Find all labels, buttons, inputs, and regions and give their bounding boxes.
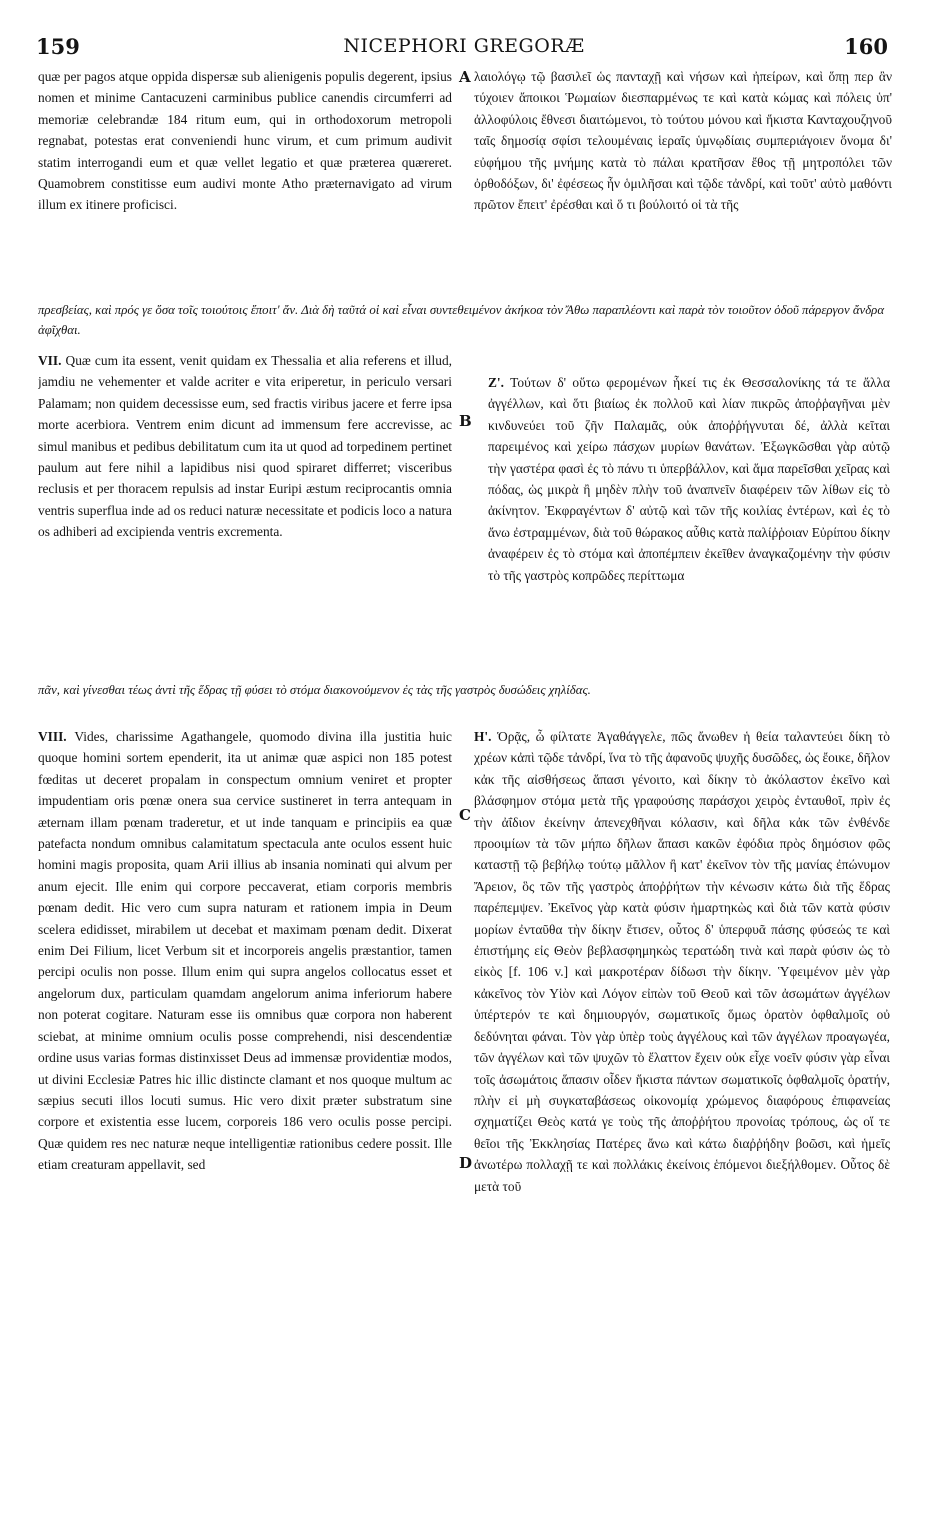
- greek-section-7-number: Ζ'.: [488, 375, 504, 390]
- latin-section-8-number: VIII.: [38, 729, 67, 744]
- latin-paragraph-1: quæ per pagos atque oppida dispersæ sub alienigenis populis degerent, ipsius nomen et minime Cantacuzeni carminibus publice canendis circumferri ad memoriæ celebrandæ 184 ritum eum, qui in orthodoxorum metropoli regnabat, potestas erat conveniendi hunc virum, et cum primum audivit statim interrogandi eum et quæ vellet legatio et quæ præterea quæreret. Quamobrem constitisse eum audivi monte Atho præternavigato ad virum illum ex itinere proficisci.: [38, 69, 452, 213]
- latin-section-7-number: VII.: [38, 353, 62, 368]
- greek-section-8-text: Ὁρᾷς, ὦ φίλτατε Ἀγαθάγγελε, πῶς ἄνωθεν ἡ θεία ταλαντεύει δίκη τὸ χρέων κἀπὶ τῷδε τἀνδρί, ἵνα τὸ τῆς ἀφανοῦς ψυχῆς δυσῶδες, ὡς ἔοικε, δῆλον κἀκ τῆς αἰσθήσεως ἅπασι γένοιτο, καὶ δίκην τὸ ἀκόλαστον ἐκεῖνο καὶ βλάσφημον στόμα μετὰ τῆς γραφούσης παράσχοι χειρὸς ἐνταυθοῖ, πρὶν ἐς τὴν ἀΐδιον ἐκείνην ἀπενεχθῆναι κόλασιν, καὶ δῆλα κἀκ τῶν ἐνθένδε προοιμίων τὰ τῶν μήπω δῆλων ἅπασι κακῶν ἐφόδια πρὸς δημόσιον φῶς καταστῇ τῷ βεβήλῳ τούτῳ μᾶλλον ἢ κατ' ἐκεῖνον τὸν τῆς μανίας ἐπώνυμον Ἄρειον, ὃς τῶν τῆς γαστρὸς ἀποῤῥήτων τὴν κένωσιν κάτω διὰ τῆς ἕδρας παρέπεμψεν. Ἐκεῖνος γὰρ κατὰ φύσιν ἡμαρτηκὼς καὶ διὰ τῶν κατὰ φύσιν μορίων ἐνταῦθα τὴν δίκην ἔτισεν, οὗτος δ' ὑπερφυᾶ πάσης φύσεώς τε καὶ ἐπιστήμης εἰς Θεὸν βεβλασφημηκὼς τερατώδη τινὰ καὶ παρὰ φύσιν ὡς τὸ εἰκὸς [f. 106 v.] καὶ μακροτέραν δίδωσι τὴν δίκην. Ὑφειμένον μὲν γὰρ κἀκεῖνος τὸν Υἱὸν καὶ Λόγον εἰπὼν τοῦ Θεοῦ καὶ τῶν ἀσωμάτων ἀγγέλων ὑπέρτερόν τε καὶ δημιουργόν, σωματικοῖς ὅμως ὁρατὸν ὀφθαλμοῖς οὐ δεδύνηται φάναι. Τὸν γὰρ ὑπὲρ τοὺς ἀγγέλους καὶ τῶν ἀγγέλων προαγωγέα, τῶν ἀγγέλων καὶ τῶν ψυχῶν τὸ ἔλαττον ἔχειν οὐκ εἶχε νοεῖν φύσιν γὰρ εἶναι τοῖς ἀσωμάτοις ἅπασιν οἶδεν ἥκιστα πάντων σωματικοῖς ὀφθαλμοῖς ὁρατήν, πλὴν εἰ μὴ συγκαταβάσεως οἰκονομίᾳ χρώμενος διαφόρους ἐπιφανείας σχηματίζει Θεὸς κατά γε τοὺς τῆς ἀποῤῥήτου προνοίας τρόπους, ὡς οἵ τε θεῖοι τῆς Ἐκκλησίας Πατέρες ἄνω καὶ κάτω διαῤῥήδην βοῶσι, καὶ ἡμεῖς ἀνωτέρω πολλαχῇ τε καὶ πολλάκις ἐκείνοις ἑπόμενοι διεξήλθομεν. Οὗτος δὲ μετὰ τοῦ: [474, 729, 890, 1194]
- latin-column: [38, 66, 452, 296]
- margin-marker-a: A: [459, 68, 471, 86]
- greek-spanning-line-1: [38, 300, 890, 344]
- greek-spanning-line-2: [38, 680, 890, 722]
- greek-section-7-text: Τούτων δ' οὕτω φερομένων ἧκεί τις ἐκ Θεσσαλονίκης τά τε ἄλλα ἀγγέλλων, καὶ ὅτι βιαίως ἐκ πολλοῦ καὶ λίαν πικρῶς ἀποῤῥαγῆναι μὲν κινδυνεύει τοῦ ζῆν Παλαμᾶς, οὐκ ἀποῤῥήγνυται δέ, ἀλλὰ κεῖται παρειμένος καὶ χείρω πάσχων μυρίων θανάτων. Ἐξωγκῶσθαι γὰρ αὐτῷ τὴν γαστέρα φασὶ ἐς τὸ πάνυ τι ὑπερβάλλον, καὶ ἅμα παρεῖσθαι χεῖρας καὶ πόδας, ὡς μικρὰ ἢ μηδὲν πλὴν τοῦ ἀναπνεῖν διαφέρειν τῶν λίθων εἰς τὸ ἀκίνητον. Ἐκφραγέντων δ' αὐτῷ καὶ τῶν τῆς κοιλίας ἐντέρων, καὶ ἐς τὸ ἄνω ἐστραμμένων, διὰ τοῦ θώρακος αὖθις κατὰ παλίῤῥοιαν Εὐρίπου δίκην ἀναφέρειν ἐς τὸ στόμα καὶ ἀποπέμπειν ἐκεῖθεν ἀναγκαζομένην τὴν φύσιν τὸ τῆς γαστρὸς κοπρῶδες περίττωμα: [488, 375, 890, 583]
- greek-spanning-text-2: πᾶν, καὶ γίνεσθαι τέως ἀντὶ τῆς ἕδρας τῇ φύσει τὸ στόμα διακονούμενον ἐς τὰς τῆς γαστρὸς δυσώδεις χηλίδας.: [38, 683, 591, 697]
- latin-section-8: [38, 726, 452, 1498]
- latin-section-7: [38, 350, 452, 680]
- latin-section-8-text: Vides, charissime Agathangele, quomodo divina illa justitia huic quoque homini sortem ependerit, ita ut animæ quæ aspici non 185 potest fœditas ut deceret propalam in conspectum omnium veniret et propter impudentiam oris pœnæ onera sua cervice sustineret in terra antequam in æternam illam pœnam traderetur, et ut inde tanquam e principiis ea quæ patefacta nondum omnibus calamitatum spectacula ante oculos essent huic homini magis proposita, quam Arii illius ab insania nominati qui alvum per anum ejecit. Ille enim qui corpore peccaverat, etiam corporis membris pœnam dedit. Hic vero cum supra naturam et rationem impia in Deum scelera edidisset, mirabilem ut decebat et maximam pœnam dedit. Dixerat enim Dei Filium, licet Verbum sit et incorporeis angelis præstantior, tamen percipi oculis non posse. Illum enim qui supra angelos collocatus esset et angelorum dux, particulam quamdam angelorum anima inferiorum habere non poterat cogitare. Naturam esse iis omnibus quæ corpora non haberent sciebat, at minime omnium oculis posse comprehendi, nisi descendentiæ ordine usus varias formas distinxisset Deus ad immensæ providentiæ modos, ut divini Ecclesiæ Patres hic illic distincte clamant et nos quoque multum ac sæpius secuti illos locuti sumus. Hic vero dixit præter substratum sine corpore et existentia esse lucem, corporeis 186 vero oculis posse percipi. Quæ quidem res nec naturæ neque intelligentiæ rationibus cedere possit. Ille etiam creaturam appellavit, sed: [38, 729, 452, 1173]
- page-number-right: 160: [844, 34, 888, 59]
- latin-section-7-text: Quæ cum ita essent, venit quidam ex Thessalia et alia referens et illud, jamdiu ne vehementer et valde acriter e vita eriperetur, in periculo versari Palamam; non quidem decessisse eum, sed fractis viribus jacere et ferre ipsa morte acerbiora. Ventrem enim dicunt ad immensum fere accrevisse, ac simul manibus et pedibus debilitatum cum ita ut quod ad torpedinem pertinet paulum aut fere nihil a lapidibus nisi quod spiraret differret; visceribus reclusis et per thoracem repulsis ad instar Euripi æstum reciprocantis omnia ventris superflua inde ad os reduci naturæ necessitate et podicis loco a natura os adhiberi ad excipienda ventris excrementa.: [38, 353, 452, 540]
- margin-marker-c: C: [459, 806, 471, 824]
- page-header: [30, 34, 898, 68]
- greek-section-8-number: Η'.: [474, 729, 492, 744]
- margin-marker-b: B: [459, 412, 472, 430]
- margin-marker-d: D: [459, 1154, 473, 1172]
- greek-column: [474, 66, 892, 296]
- greek-section-8: [474, 726, 890, 1498]
- greek-section-7: [488, 372, 890, 682]
- greek-paragraph-1: λαιολόγῳ τῷ βασιλεῖ ὡς πανταχῇ καὶ νήσων καὶ ἠπείρων, καὶ ὅπῃ περ ἂν τύχοιεν ἄποικοι Ῥωμαίων διεσπαρμένως τε καὶ κατὰ κώμας καὶ πόλεις ὑπ' ἀλλοφύλοις ἔθνεσι διαιτώμενοι, τὸ τούτου μόνου καὶ ἥκιστα Κανταχουζηνοῦ ταῖς δημοσίᾳ σφίσι τελουμέναις ἱεραῖς ὑμνῳδίαις συμπεριάγοιεν ὄνομα δι' εὐφήμου τῆς μνήμης κατὰ τὸ πάλαι κρατῆσαν ἔθος τῇ μητροπόλει τῶν ὀρθοδόξων, δι' ἐφέσεως ἦν ὁμιλῆσαι καὶ τῷδε τἀνδρί, καὶ τοῦτ' αὐτὸ μαθόντι πρῶτον ἔπειτ' ἐρέσθαι καὶ ὅ τι βούλοιτό οἱ τὰ τῆς: [474, 69, 892, 213]
- greek-spanning-text-1: πρεσβείας, καὶ πρός γε ὅσα τοῖς τοιούτοις ἕποιτ' ἄν. Διὰ δὴ ταῦτά οἱ καὶ εἶναι συντεθειμένον ἀκήκοα τὸν Ἄθω παραπλέοντι καὶ παρὰ τὸν τοιοῦτον ὁδοῦ πάρεργον ἄνδρα ἀφῖχθαι.: [38, 303, 885, 337]
- running-title: NICEPHORI GREGORÆ: [343, 35, 585, 57]
- page-number-left: 159: [36, 34, 80, 59]
